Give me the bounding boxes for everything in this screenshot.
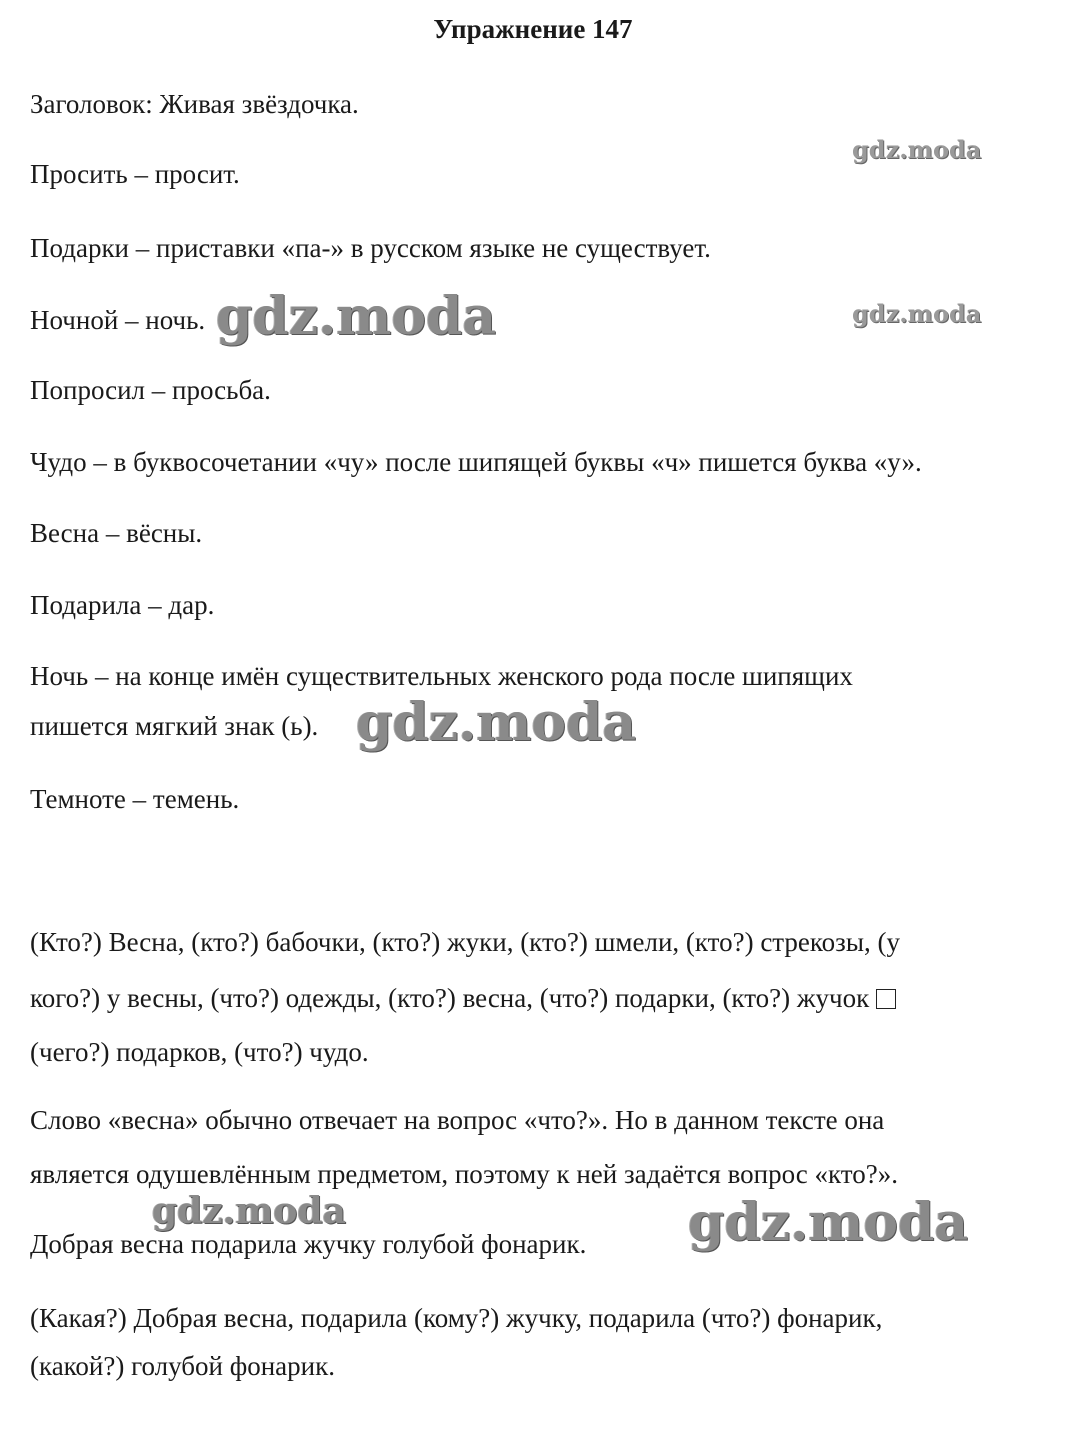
sentence-text: Добрая весна подарила жучку голубой фонарик. bbox=[30, 1229, 587, 1259]
watermark: gdz.moda bbox=[688, 1192, 969, 1253]
word-pair-line: Подарки – приставки «па-» в русском языке не существует. bbox=[30, 233, 711, 263]
heading-line: Заголовок: Живая звёздочка. bbox=[30, 89, 359, 119]
word-pair-text: Просить – просит. bbox=[30, 159, 240, 189]
explanation-line: Слово «весна» обычно отвечает на вопрос «что?». Но в данном тексте она bbox=[30, 1105, 885, 1135]
question-line: (какой?) голубой фонарик. bbox=[30, 1351, 335, 1381]
watermark: gdz.moda bbox=[356, 692, 637, 753]
question-text: кого?) у весны, (что?) одежды, (кто?) весна, (что?) подарки, (кто?) жучок bbox=[30, 983, 870, 1013]
question-line: (Какая?) Добрая весна, подарила (кому?) жучку, подарила (что?) фонарик, bbox=[30, 1303, 883, 1333]
question-line: (чего?) подарков, (что?) чудо. bbox=[30, 1037, 369, 1067]
rule-line: пишется мягкий знак (ь). bbox=[30, 711, 319, 741]
ending-box bbox=[876, 989, 896, 1009]
word-pair-line: Темноте – темень. bbox=[30, 784, 240, 814]
question-line: (Кто?) Весна, (кто?) бабочки, (кто?) жуки, (кто?) шмели, (кто?) стрекозы, (у bbox=[30, 927, 900, 957]
rule-line: Ночь – на конце имён существительных женского рода после шипящих bbox=[30, 661, 853, 691]
page-title: Упражнение 147 bbox=[433, 14, 633, 44]
explanation-line: является одушевлённым предметом, поэтому к ней задаётся вопрос «кто?». bbox=[30, 1159, 898, 1189]
sentence-line bbox=[30, 1228, 586, 1260]
word-pair-line: Попросил – просьба. bbox=[30, 375, 271, 405]
watermark: gdz.moda bbox=[152, 1190, 346, 1232]
watermark: gdz.moda bbox=[852, 135, 982, 164]
rule-line: Чудо – в буквосочетании «чу» после шипящей буквы «ч» пишется буква «у». bbox=[30, 447, 922, 477]
watermark: gdz.moda bbox=[216, 286, 497, 347]
word-pair-line: Ночной – ночь. bbox=[30, 305, 206, 335]
question-line bbox=[30, 982, 896, 1014]
word-pair-line bbox=[30, 158, 240, 190]
watermark: gdz.moda bbox=[852, 299, 982, 328]
word-pair-line: Подарила – дар. bbox=[30, 590, 215, 620]
word-pair-line: Весна – вёсны. bbox=[30, 518, 203, 548]
